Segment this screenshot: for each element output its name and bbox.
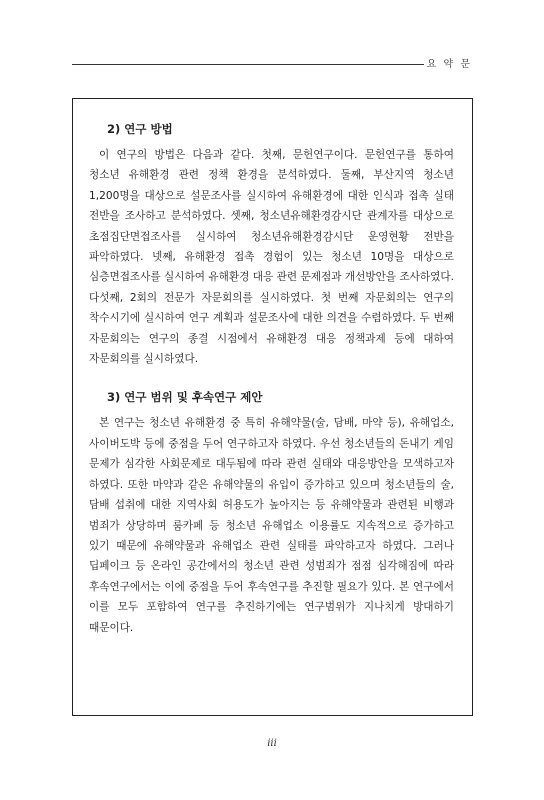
section-heading-methods: 2) 연구 방법	[107, 122, 173, 136]
page-number: iii	[267, 738, 277, 749]
section-heading-scope: 3) 연구 범위 및 후속연구 제안	[107, 390, 263, 405]
header-rule	[72, 64, 424, 65]
section-body-methods: 이 연구의 방법은 다음과 같다. 첫째, 문헌연구이다. 문헌연구를 통하여 청소년 유해환경 관련 정책 환경을 분석하였다. 둘째, 부산지역 청소년 1,200명을 대상으로 설문조사를 실시하여 유해환경에 대한 인식과 접촉 실태 전반을 조사하고 분석하였다. 셋째, 청소년유해환경감시단 관계자를 대상으로 초점집단면접조사를 실시하여 청소년유해환경감시단 운영현황 전반을 파악하였다. 넷째, 유해환경 접촉 경험이 있는 청소년 10명을 대상으로 심층면접조사를 실시하여 유해환경 대응 관련 문제점과 개선방안을 조사하였다. 다섯째, 2회의 전문가 자문회의를 실시하였다. 첫 번째 자문회의는 연구의 착수시기에 실시하여 연구 계획과 설문조사에 대한 의견을 수렴하였다. 두 번째 자문회의는 연구의 종결 시점에서 유해환경 대응 정책과제 등에 대하여 자문회의를 실시하였다.	[89, 149, 454, 366]
section-body-scope: 본 연구는 청소년 유해환경 중 특히 유해약물(술, 담배, 마약 등), 유해업소, 사이버도박 등에 중점을 두어 연구하고자 하였다. 우선 청소년들의 돈내기 게임 문제가 심각한 사회문제로 대두됨에 따라 관련 실태와 대응방안을 모색하고자 하였다. 또한 마약과 같은 유해약물의 유입이 증가하고 있으며 청소년들의 술, 담배 섭취에 대한 지역사회 허용도가 높아지는 등 유해약물과 관련된 비행과 범죄가 상당하며 룸카페 등 청소년 유해업소 이용률도 지속적으로 증가하고 있기 때문에 유해약물과 유해업소 관련 실태를 파악하고자 하였다. 그러나 딥페이크 등 온라인 공간에서의 청소년 관련 성범죄가 점점 심각해짐에 따라 후속연구에서는 이에 중점을 두어 후속연구를 추진할 필요가 있다. 본 연구에서 이를 모두 포함하여 연구를 추진하기에는 연구범위가 지나치게 방대하기 때문이다.	[89, 417, 454, 634]
summary-box	[72, 98, 473, 716]
section-label: 요 약 문	[426, 59, 472, 70]
